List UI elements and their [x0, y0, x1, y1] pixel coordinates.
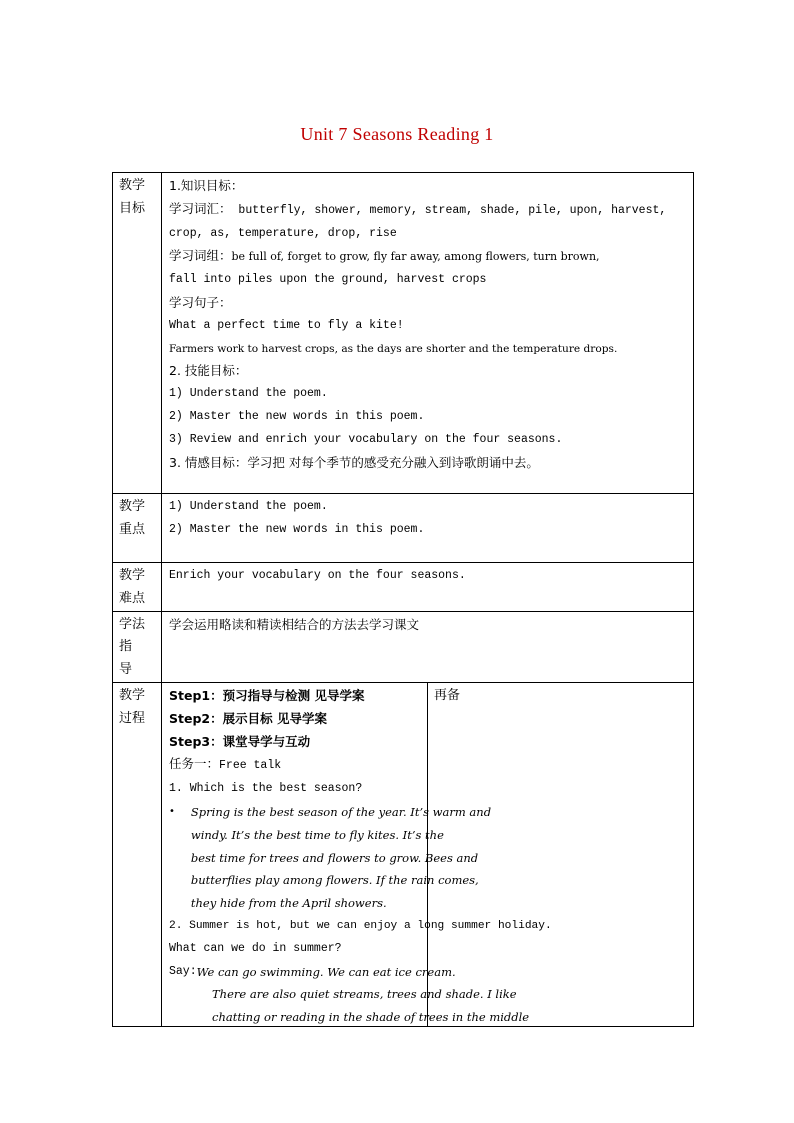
lesson-plan-table [112, 172, 694, 1027]
vocab-list-1: butterfly, shower, memory, stream, shade, pile, upon, harvest, [231, 203, 667, 217]
key-points-row [113, 494, 694, 563]
revision-label: 再备 [434, 687, 461, 703]
sentence-2: Farmers work to harvest crops, as the days are shorter and the temperature drops. [169, 342, 618, 355]
method-label-line1: 学法 [119, 616, 146, 632]
objectives-label [113, 173, 162, 494]
sentence-heading: 学习句子： [169, 294, 232, 310]
difficulty-label [113, 563, 162, 612]
key-points-label-line1: 教学 [119, 499, 146, 514]
bullet-icon: • [169, 805, 175, 817]
objectives-row [113, 173, 694, 494]
spring-line-5: they hide from the April showers. [190, 896, 387, 911]
method-row [113, 611, 694, 682]
task-1-prefix: 任务一： [169, 756, 220, 772]
sentence-1: What a perfect time to fly a kite! [169, 318, 404, 332]
page-title: Unit 7 Seasons Reading 1 [300, 124, 494, 144]
knowledge-heading: 1.知识目标： [169, 178, 244, 193]
say-block [169, 961, 456, 984]
skill-2: 2) Master the new words in this poem. [169, 409, 425, 423]
question-1: 1. Which is the best season? [169, 782, 363, 796]
step-1: Step1：预习指导与检测 见导学案 [169, 687, 365, 703]
spring-line-1: Spring is the best season of the year. It’s warm and [190, 804, 492, 819]
say-label: Say: [169, 964, 197, 978]
phrase-prefix: 学习词组： [169, 248, 232, 264]
method-label-line2: 指 [119, 639, 133, 655]
vocab-line2: crop, as, temperature, drop, rise [169, 226, 397, 240]
process-label-line2: 过程 [119, 710, 146, 726]
objectives-content [162, 173, 694, 494]
process-label [113, 682, 162, 1026]
vocab-prefix: 学习词汇： [169, 200, 232, 216]
process-label-line1: 教学 [119, 687, 146, 703]
emotion-goal: 3. 情感目标：学习把 对每个季节的感受充分融入到诗歌朗诵中去。 [169, 454, 539, 470]
method-content [162, 611, 694, 682]
phrase-line2: fall into piles upon the ground, harvest crops [169, 273, 487, 287]
skill-heading: 2. 技能目标： [169, 363, 248, 379]
task-1 [169, 753, 421, 778]
method-label-line3: 导 [119, 662, 133, 678]
say-line-2: There are also quiet streams, trees and shade. I like [212, 987, 517, 1002]
question-2-line2: What can we do in summer? [169, 941, 342, 955]
step-2: Step2：展示目标 见导学案 [169, 710, 327, 726]
spring-line-4: butterflies play among flowers. If the rain comes, [190, 873, 479, 888]
vocab-line1 [169, 198, 687, 223]
skill-1: 1) Understand the poem. [169, 387, 328, 401]
objectives-label-line2: 目标 [119, 200, 146, 216]
key-point-2: 2) Master the new words in this poem. [169, 522, 425, 536]
say-line-1: We can go swimming. We can eat ice cream. [196, 964, 456, 979]
difficulty-label-line1: 教学 [119, 568, 146, 583]
key-point-1: 1) Understand the poem. [169, 500, 328, 513]
key-points-content [162, 494, 694, 563]
phrase-line1 [169, 245, 687, 269]
task-1-text: Free talk [219, 759, 282, 773]
objectives-label-line1: 教学 [119, 178, 146, 193]
difficulty-label-line2: 难点 [119, 590, 146, 606]
key-points-label-line2: 重点 [119, 521, 146, 537]
phrase-list-1: be full of, forget to grow, fly far away, among flowers, turn brown, [231, 250, 600, 264]
key-points-label [113, 494, 162, 563]
spring-text [191, 801, 491, 915]
spring-line-2: windy. It’s the best time to fly kites. It’s the [190, 827, 444, 842]
skill-3: 3) Review and enrich your vocabulary on the four seasons. [169, 432, 563, 446]
question-2-line1: 2. Summer is hot, but we can enjoy a long summer holiday. [169, 919, 552, 932]
difficulty-content [162, 563, 694, 612]
difficulty-text: Enrich your vocabulary on the four seasons. [169, 569, 466, 582]
method-label [113, 611, 162, 682]
difficulty-row [113, 563, 694, 612]
method-text: 学会运用略读和精读相结合的方法去学习课文 [169, 616, 420, 632]
say-line-3: chatting or reading in the shade of trees in the middle [212, 1010, 530, 1025]
step-3: Step3：课堂导学与互动 [169, 733, 311, 749]
spring-line-3: best time for trees and flowers to grow. Bees and [190, 850, 479, 865]
spring-answer [169, 801, 492, 915]
process-row [113, 682, 694, 1026]
